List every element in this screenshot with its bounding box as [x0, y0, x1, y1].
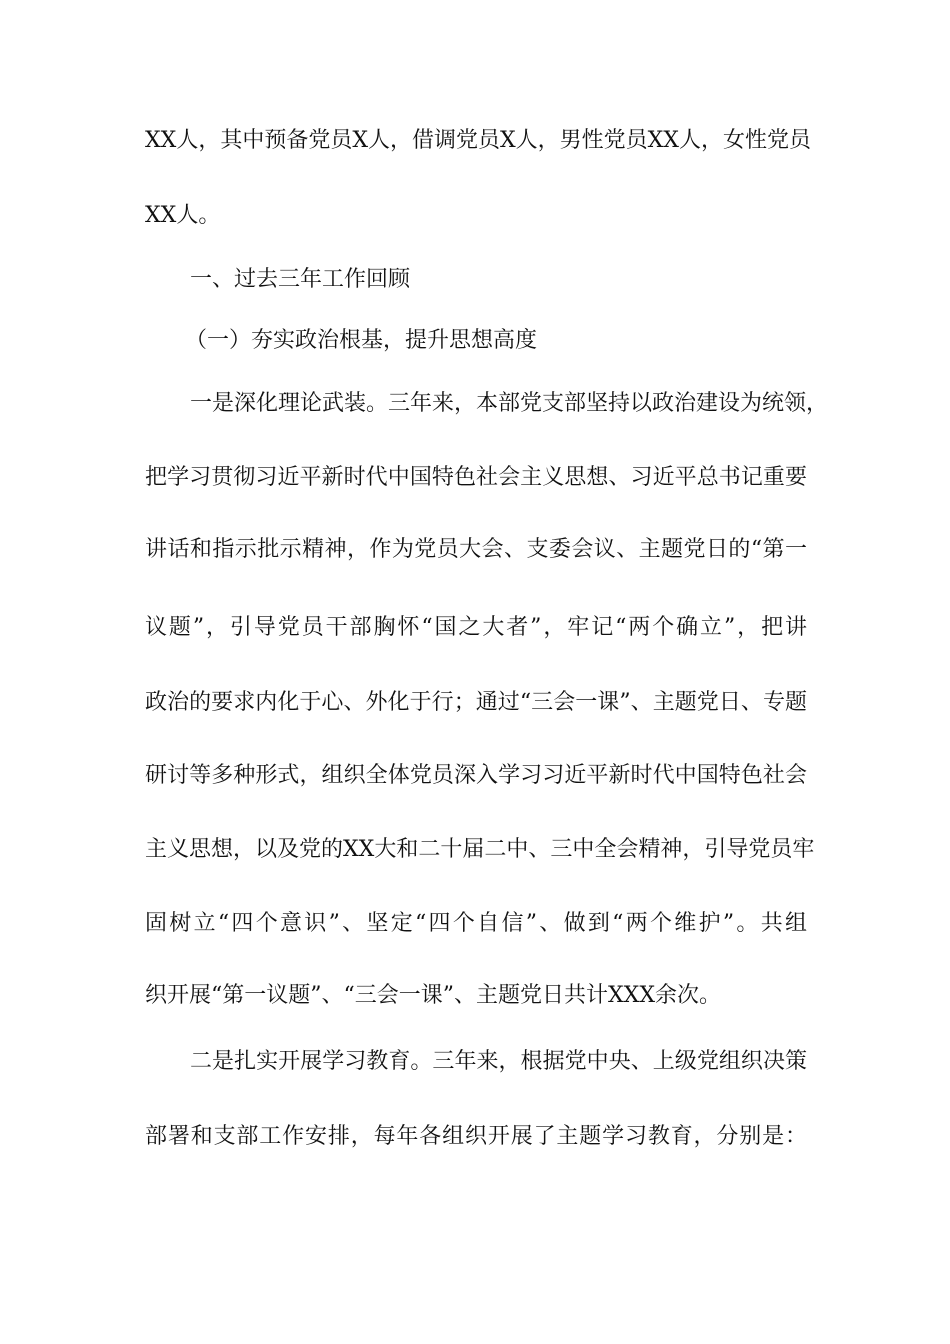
section-heading: 一、过去三年工作回顾	[190, 267, 411, 292]
subsection-heading: （一）夯实政治根基，提升思想高度	[185, 328, 538, 353]
paragraph-line: 二是扎实开展学习教育。三年来，根据党中央、上级党组织决策	[190, 1049, 807, 1074]
paragraph-line: 政治的要求内化于心、外化于行；通过“三会一课”、主题党日、专题	[145, 690, 807, 715]
paragraph-line: 织开展“第一议题”、“三会一课”、主题党日共计XXX余次。	[145, 983, 721, 1008]
paragraph-line: XX人，其中预备党员X人，借调党员X人，男性党员XX人，女性党员	[145, 128, 811, 153]
paragraph-line: XX人。	[145, 203, 221, 228]
paragraph-line: 主义思想，以及党的XX大和二十届二中、三中全会精神，引导党员牢	[145, 837, 815, 862]
paragraph-line: 研讨等多种形式，组织全体党员深入学习习近平新时代中国特色社会	[145, 763, 807, 788]
paragraph-line: 一是深化理论武装。三年来，本部党支部坚持以政治建设为统领，	[190, 391, 829, 416]
paragraph-line: 讲话和指示批示精神，作为党员大会、支委会议、主题党日的“第一	[145, 537, 807, 562]
paragraph-line: 部署和支部工作安排，每年各组织开展了主题学习教育，分别是：	[145, 1124, 807, 1149]
paragraph-line: 把学习贯彻习近平新时代中国特色社会主义思想、习近平总书记重要	[145, 465, 807, 490]
paragraph-line: 固树立“四个意识”、坚定“四个自信”、做到“两个维护”。共组	[145, 911, 807, 936]
paragraph-line: 议题”，引导党员干部胸怀“国之大者”，牢记“两个确立”，把讲	[145, 615, 807, 640]
